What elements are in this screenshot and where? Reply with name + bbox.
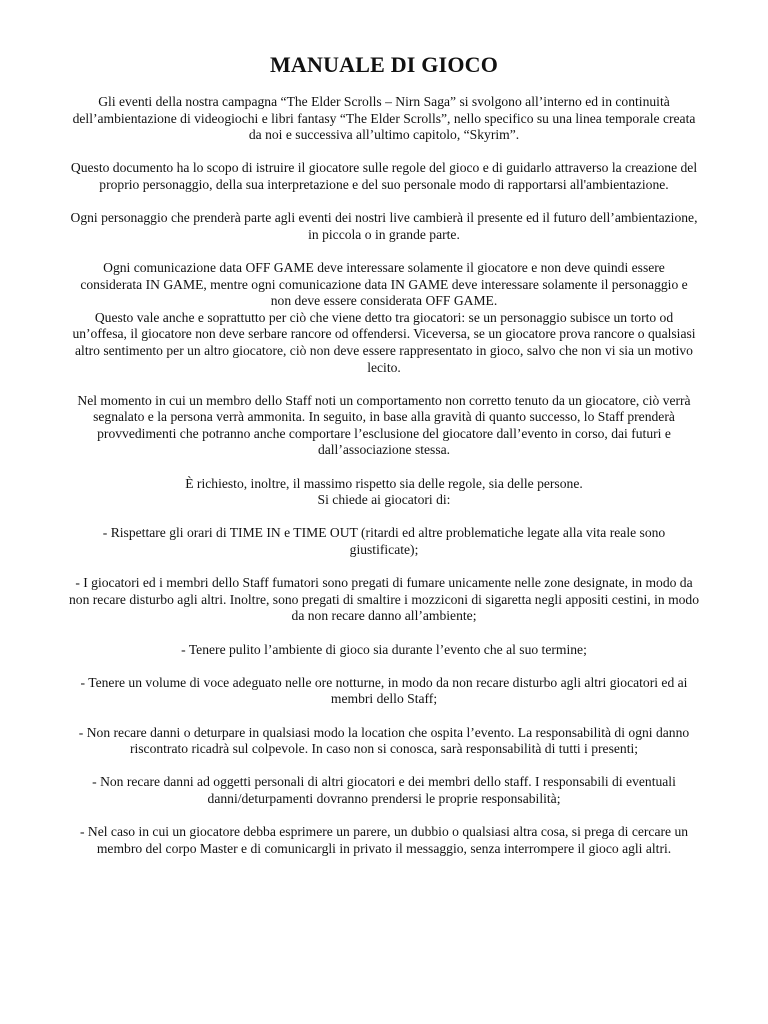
player-relations-paragraph: Questo vale anche e soprattutto per ciò che viene detto tra giocatori: se un personaggio subisce un torto od un’offesa, il giocatore non deve serbare rancore od offendersi. Viceversa, se un giocatore prova rancore o qualsiasi altro sentimento per un altro giocatore, ciò non deve essere rappresentato in gioco, salvo che non vi sia un motivo lecito. <box>72 309 696 375</box>
rule-item-personal-objects: - Non recare danni ad oggetti personali di altri giocatori e dei membri dello staff. I responsabili di eventuali danni/deturpamenti dovranno prendersi le proprie responsabilità; <box>92 774 676 806</box>
rule-item-location-damage: - Non recare danni o deturpare in qualsiasi modo la location che ospita l’evento. La responsabilità di ogni danno riscontrato ricadrà sul colpevole. In caso non si conosca, sarà responsabilità di tutti i presenti; <box>78 724 690 757</box>
off-game-paragraph: Ogni comunicazione data OFF GAME deve interessare solamente il giocatore e non deve quindi essere considerata IN GAME, mentre ogni comunicazione data IN GAME deve interessare solamente il personaggio e non deve essere considerata OFF GAME. <box>80 259 688 309</box>
rule-item-voice-volume: - Tenere un volume di voce adeguato nelle ore notturne, in modo da non recare disturbo agli altri giocatori ed ai membri dello Staff; <box>80 674 688 707</box>
document-page <box>52 50 716 874</box>
respect-paragraph: È richiesto, inoltre, il massimo rispetto sia delle regole, sia delle persone. Si chiede ai giocatori di: <box>185 475 583 508</box>
rule-item-cleanliness: - Tenere pulito l’ambiente di gioco sia durante l’evento che al suo termine; <box>181 641 587 657</box>
rule-item-time: - Rispettare gli orari di TIME IN e TIME OUT (ritardi ed altre problematiche legate alla vita reale sono giustificate); <box>102 525 666 558</box>
intro-paragraph: Gli eventi della nostra campagna “The Elder Scrolls – Nirn Saga” si svolgono all’interno ed in continuità dell’ambientazione di videogiochi e libri fantasy “The Elder Scrolls”, nello specifico su una linea temporale creata da noi e successiva all’ultimo capitolo, “Skyrim”. <box>72 94 696 143</box>
purpose-paragraph: Questo documento ha lo scopo di istruire il giocatore sulle regole del gioco e di guidarlo attraverso la creazione del proprio personaggio, della sua interpretazione e del suo personale modo di rapportarsi all'ambientazione. <box>70 160 698 192</box>
rule-item-smoking: - I giocatori ed i membri dello Staff fumatori sono pregati di fumare unicamente nelle zone designate, in modo da non recare disturbo agli altri. Inoltre, sono pregati di smaltire i mozziconi di sigaretta negli appositi cestini, in modo da non recare danno all’ambiente; <box>68 575 700 624</box>
staff-behavior-paragraph: Nel momento in cui un membro dello Staff noti un comportamento non corretto tenuto da un giocatore, ciò verrà segnalato e la persona verrà ammonita. In seguito, in base alla gravità di quanto successo, lo Staff prenderà provvedimenti che potranno anche comportare l’esclusione del giocatore dall’evento in corso, dai futuri e dall’associazione stessa. <box>77 392 691 458</box>
character-impact-paragraph: Ogni personaggio che prenderà parte agli eventi dei nostri live cambierà il presente ed il futuro dell’ambientazione, in piccola o in grande parte. <box>70 210 698 242</box>
rule-item-master-contact: - Nel caso in cui un giocatore debba esprimere un parere, un dubbio o qualsiasi altra cosa, si prega di cercare un membro del corpo Master e di comunicargli in privato il messaggio, senza interrompere il gioco agli altri. <box>79 824 689 856</box>
document-title: MANUALE DI GIOCO <box>269 52 499 77</box>
